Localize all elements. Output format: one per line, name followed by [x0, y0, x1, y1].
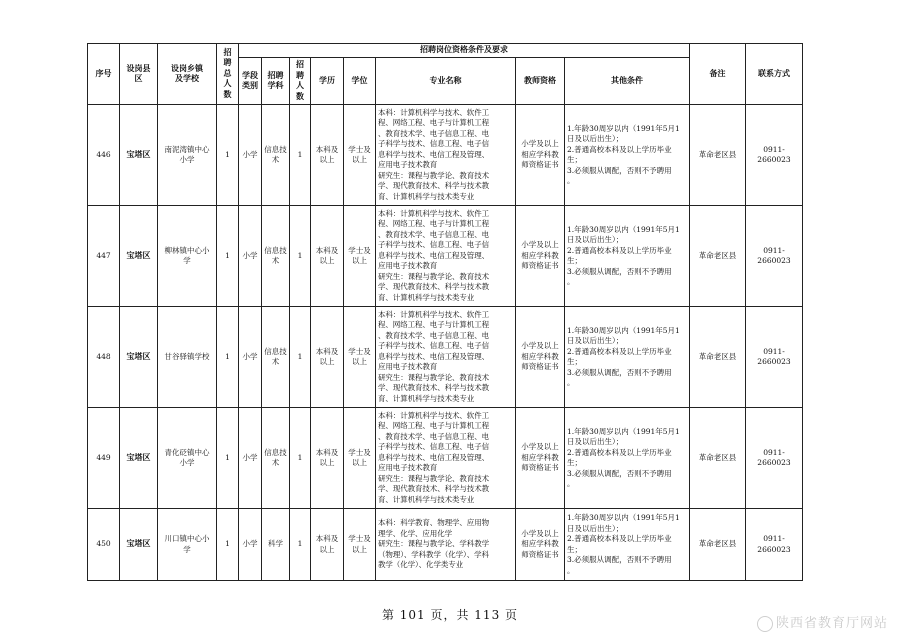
header-teacher-cert: 教师资格	[516, 58, 565, 105]
cell-total: 1	[217, 206, 239, 307]
cell-seq: 448	[88, 307, 120, 408]
cell-other: 1.年龄30周岁以内（1991年5月1 日及以后出生）； 2.普通高校本科及以上学历毕业 生； 3.必须服从调配，否则不予聘用 。	[565, 105, 690, 206]
cell-teacher-cert: 小学及以上 相应学科教 师资格证书	[516, 307, 565, 408]
cell-stage: 小学	[239, 206, 262, 307]
cell-teacher-cert: 小学及以上 相应学科教 师资格证书	[516, 105, 565, 206]
cell-school: 青化砭镇中心 小学	[158, 408, 217, 509]
header-seq: 序号	[88, 44, 120, 105]
watermark-text: 陕西省教育厅网站	[775, 616, 888, 631]
header-total: 招 聘 总 人 数	[217, 44, 239, 105]
cell-contact: 0911- 2660023	[746, 408, 803, 509]
cell-degree: 学士及 以上	[344, 408, 376, 509]
cell-other: 1.年龄30周岁以内（1991年5月1 日及以后出生）； 2.普通高校本科及以上学历毕业 生； 3.必须服从调配，否则不予聘用 。	[565, 408, 690, 509]
cell-school: 甘谷驿镇学校	[158, 307, 217, 408]
cell-total: 1	[217, 408, 239, 509]
cell-major: 本科：计算机科学与技术、软件工 程、网络工程、电子与计算机工程 、教育技术学、电子信息工程、电 子科学与技术、信息工程、电子信 息科学与技术、电信工程及管理、 应用电子技术教育 研究生：课程与教学论、教育技术 学、现代教育技术、科学与技术教 育、计算机科学与技术类专业	[376, 307, 516, 408]
cell-school: 南泥湾镇中心 小学	[158, 105, 217, 206]
cell-remark: 革命老区县	[690, 408, 746, 509]
cell-other: 1.年龄30周岁以内（1991年5月1 日及以后出生）； 2.普通高校本科及以上学历毕业 生； 3.必须服从调配，否则不予聘用 。	[565, 206, 690, 307]
cell-teacher-cert: 小学及以上 相应学科教 师资格证书	[516, 206, 565, 307]
cell-education: 本科及 以上	[311, 307, 344, 408]
watermark-logo-icon	[757, 616, 773, 632]
cell-remark: 革命老区县	[690, 307, 746, 408]
cell-teacher-cert: 小学及以上 相应学科教 师资格证书	[516, 509, 565, 581]
cell-seq: 450	[88, 509, 120, 581]
header-remark: 备注	[690, 44, 746, 105]
cell-major: 本科：计算机科学与技术、软件工 程、网络工程、电子与计算机工程 、教育技术学、电子信息工程、电 子科学与技术、信息工程、电子信 息科学与技术、电信工程及管理、 应用电子技术教育 研究生：课程与教学论、教育技术 学、现代教育技术、科学与技术教 育、计算机科学与技术类专业	[376, 206, 516, 307]
watermark	[757, 612, 888, 632]
cell-count: 1	[290, 509, 311, 581]
cell-degree: 学士及 以上	[344, 105, 376, 206]
cell-contact: 0911- 2660023	[746, 307, 803, 408]
table-row	[88, 206, 803, 307]
cell-subject: 信息技 术	[262, 206, 290, 307]
header-requirements: 招聘岗位资格条件及要求	[239, 44, 690, 58]
cell-stage: 小学	[239, 509, 262, 581]
cell-count: 1	[290, 105, 311, 206]
cell-total: 1	[217, 307, 239, 408]
header-degree: 学位	[344, 58, 376, 105]
header-contact: 联系方式	[746, 44, 803, 105]
cell-education: 本科及 以上	[311, 105, 344, 206]
cell-stage: 小学	[239, 105, 262, 206]
table-row	[88, 408, 803, 509]
cell-remark: 革命老区县	[690, 206, 746, 307]
cell-count: 1	[290, 307, 311, 408]
header-education: 学历	[311, 58, 344, 105]
header-school: 设岗乡镇 及学校	[158, 44, 217, 105]
cell-seq: 447	[88, 206, 120, 307]
table-row	[88, 509, 803, 581]
header-major: 专业名称	[376, 58, 516, 105]
cell-major: 本科：计算机科学与技术、软件工 程、网络工程、电子与计算机工程 、教育技术学、电子信息工程、电 子科学与技术、信息工程、电子信 息科学与技术、电信工程及管理、 应用电子技术教育 研究生：课程与教学论、教育技术 学、现代教育技术、科学与技术教 育、计算机科学与技术类专业	[376, 408, 516, 509]
cell-education: 本科及 以上	[311, 408, 344, 509]
cell-subject: 信息技 术	[262, 307, 290, 408]
cell-teacher-cert: 小学及以上 相应学科教 师资格证书	[516, 408, 565, 509]
cell-total: 1	[217, 105, 239, 206]
cell-total: 1	[217, 509, 239, 581]
header-other: 其他条件	[565, 58, 690, 105]
cell-seq: 449	[88, 408, 120, 509]
cell-other: 1.年龄30周岁以内（1991年5月1 日及以后出生）； 2.普通高校本科及以上学历毕业 生； 3.必须服从调配，否则不予聘用 。	[565, 509, 690, 581]
cell-count: 1	[290, 408, 311, 509]
cell-subject: 信息技 术	[262, 408, 290, 509]
cell-stage: 小学	[239, 408, 262, 509]
cell-county: 宝塔区	[120, 509, 158, 581]
table-row	[88, 307, 803, 408]
cell-degree: 学士及 以上	[344, 206, 376, 307]
header-stage: 学段 类别	[239, 58, 262, 105]
cell-contact: 0911- 2660023	[746, 509, 803, 581]
cell-seq: 446	[88, 105, 120, 206]
cell-subject: 科学	[262, 509, 290, 581]
page-number: 第 101 页，共 113 页	[381, 608, 519, 622]
header-count: 招 聘 人 数	[290, 58, 311, 105]
header-county: 设岗县 区	[120, 44, 158, 105]
cell-education: 本科及 以上	[311, 206, 344, 307]
cell-contact: 0911- 2660023	[746, 105, 803, 206]
cell-school: 川口镇中心小 学	[158, 509, 217, 581]
cell-education: 本科及 以上	[311, 509, 344, 581]
cell-major: 本科：计算机科学与技术、软件工 程、网络工程、电子与计算机工程 、教育技术学、电子信息工程、电 子科学与技术、信息工程、电子信 息科学与技术、电信工程及管理、 应用电子技术教育 研究生：课程与教学论、教育技术 学、现代教育技术、科学与技术教 育、计算机科学与技术类专业	[376, 105, 516, 206]
cell-remark: 革命老区县	[690, 509, 746, 581]
cell-subject: 信息技 术	[262, 105, 290, 206]
header-subject: 招聘 学科	[262, 58, 290, 105]
cell-county: 宝塔区	[120, 307, 158, 408]
cell-major: 本科：科学教育、物理学、应用物 理学、化学、应用化学 研究生：课程与教学论、学科教学 （物理）、学科教学（化学）、学科 教学（化学）、化学类专业	[376, 509, 516, 581]
cell-county: 宝塔区	[120, 206, 158, 307]
cell-degree: 学士及 以上	[344, 307, 376, 408]
cell-stage: 小学	[239, 307, 262, 408]
cell-county: 宝塔区	[120, 105, 158, 206]
cell-county: 宝塔区	[120, 408, 158, 509]
table-row	[88, 105, 803, 206]
cell-count: 1	[290, 206, 311, 307]
recruitment-table	[87, 43, 803, 581]
cell-degree: 学士及 以上	[344, 509, 376, 581]
cell-other: 1.年龄30周岁以内（1991年5月1 日及以后出生）； 2.普通高校本科及以上学历毕业 生； 3.必须服从调配，否则不予聘用 。	[565, 307, 690, 408]
cell-school: 柳林镇中心小 学	[158, 206, 217, 307]
cell-remark: 革命老区县	[690, 105, 746, 206]
cell-contact: 0911- 2660023	[746, 206, 803, 307]
